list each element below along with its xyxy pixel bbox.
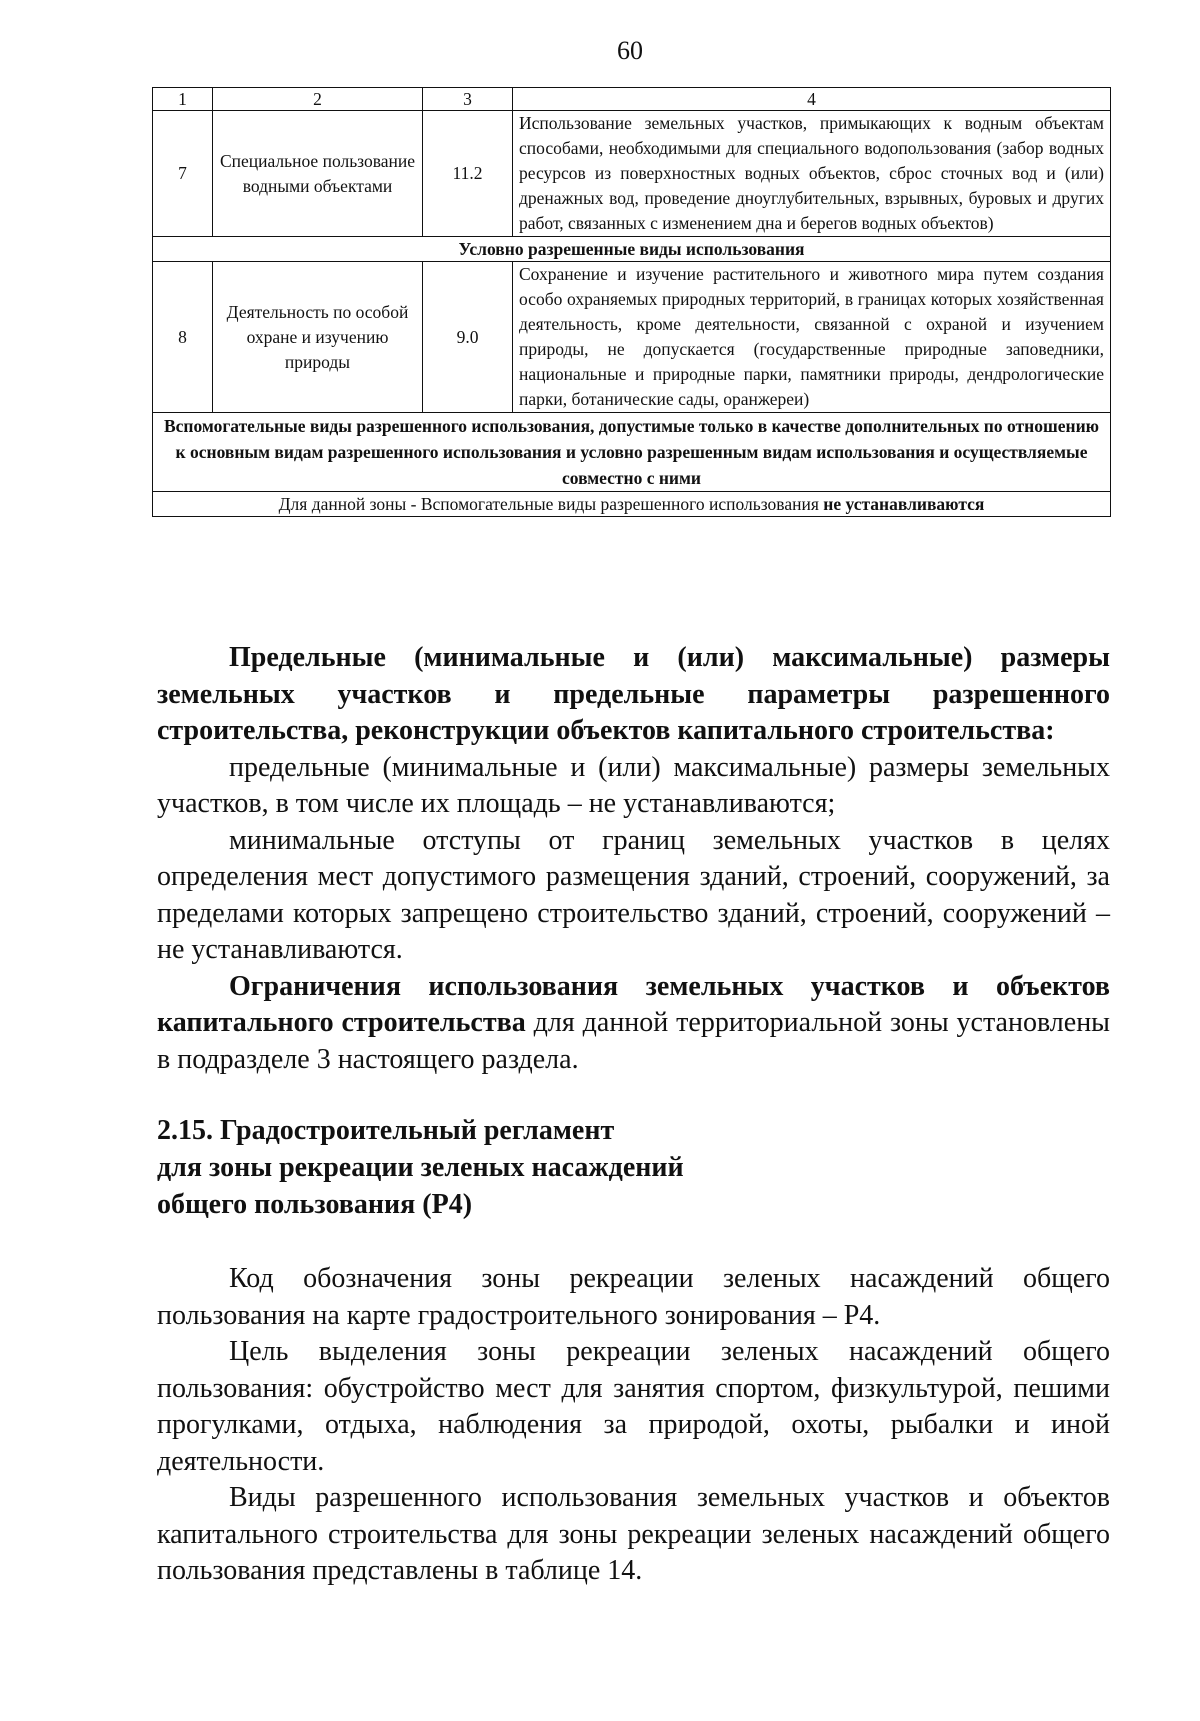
note-regular-text: Для данной зоны - Вспомогательные виды разрешенного использования <box>278 494 824 514</box>
use-type-description: Использование земельных участков, примыкающих к водным объектам способами, необходимыми для специального водопользования (забор водных ресурсов из поверхностных водных объектов, сброс сточных вод и (или) дренажных вод, проведение дноуглубительных, взрывных, буровых и других работ, связанных с изменением дна и берегов водных объектов) <box>513 111 1111 237</box>
auxiliary-uses-heading-row <box>153 413 1111 492</box>
column-header-1: 1 <box>153 88 213 111</box>
page-number: 60 <box>617 36 643 65</box>
document-body <box>157 640 1110 1590</box>
restrictions-paragraph <box>157 969 1110 1079</box>
restrictions-bold-text: Ограничения использования земельных участков и объектов капитального строительства <box>157 970 1110 1038</box>
column-header-2: 2 <box>213 88 423 111</box>
conditional-uses-heading: Условно разрешенные виды использования <box>153 237 1111 262</box>
limits-paragraph-2: минимальные отступы от границ земельных участков в целях определения мест допустимого размещения зданий, строений, сооружений, за пределами которых запрещено строительство зданий, строений, сооружений – не устанавливаются. <box>157 824 1110 965</box>
use-type-name: Специальное пользование водными объектами <box>213 111 423 237</box>
column-header-4: 4 <box>513 88 1111 111</box>
table-header-row <box>153 88 1111 111</box>
limits-heading: Предельные (минимальные и (или) максимальные) размеры земельных участков и предельные параметры разрешенного строительства, реконструкции объектов капитального строительства: <box>157 642 1110 746</box>
use-type-description: Сохранение и изучение растительного и животного мира путем создания особо охраняемых природных территорий, в границах которых хозяйственная деятельность, кроме деятельности, связанной с охраной и изучением природы, не допускается (государственные природные заповедники, национальные и природные парки, памятники природы, дендрологические парки, ботанические сады, оранжереи) <box>513 262 1111 413</box>
section-title-line-3: общего пользования (Р4) <box>157 1189 473 1220</box>
permitted-uses-paragraph: Виды разрешенного использования земельных участков и объектов капитального строительства для зоны рекреации зеленых насаждений общего пользования представлены в таблице 14. <box>157 1482 1110 1586</box>
section-title-line-2: для зоны рекреации зеленых насаждений <box>157 1152 684 1183</box>
zone-code-paragraph: Код обозначения зоны рекреации зеленых насаждений общего пользования на карте градостроительного зонирования – Р4. <box>157 1263 1110 1331</box>
note-bold-text: не устанавливаются <box>823 494 985 514</box>
land-use-table <box>152 87 1111 517</box>
auxiliary-uses-heading: Вспомогательные виды разрешенного использования, допустимые только в качестве дополнительных по отношению к основным видам разрешенного использования и условно разрешенным видам использования и осуществляемые совместно с ними <box>153 413 1111 492</box>
table-row-8 <box>153 262 1111 413</box>
limits-paragraph-1: предельные (минимальные и (или) максимальные) размеры земельных участков, в том числе их площадь – не устанавливаются; <box>157 751 1110 819</box>
table-row-7 <box>153 111 1111 237</box>
use-type-code: 11.2 <box>423 111 513 237</box>
zone-goal-paragraph: Цель выделения зоны рекреации зеленых насаждений общего пользования: обустройство мест для занятия спортом, физкультурой, пешими прогулками, отдыха, наблюдения за природой, охоты, рыбалки и иной деятельности. <box>157 1336 1110 1477</box>
auxiliary-uses-note <box>153 492 1111 517</box>
use-type-code: 9.0 <box>423 262 513 413</box>
restrictions-rest-text: для данной территориальной зоны установлены в подразделе 3 настоящего раздела. <box>157 1007 1110 1075</box>
column-header-3: 3 <box>423 88 513 111</box>
row-number: 8 <box>153 262 213 413</box>
conditional-uses-heading-row <box>153 237 1111 262</box>
row-number: 7 <box>153 111 213 237</box>
auxiliary-uses-note-row <box>153 492 1111 517</box>
use-type-name: Деятельность по особой охране и изучению природы <box>213 262 423 413</box>
section-title-line-1: 2.15. Градостроительный регламент <box>157 1115 615 1146</box>
section-title <box>157 1112 1110 1223</box>
